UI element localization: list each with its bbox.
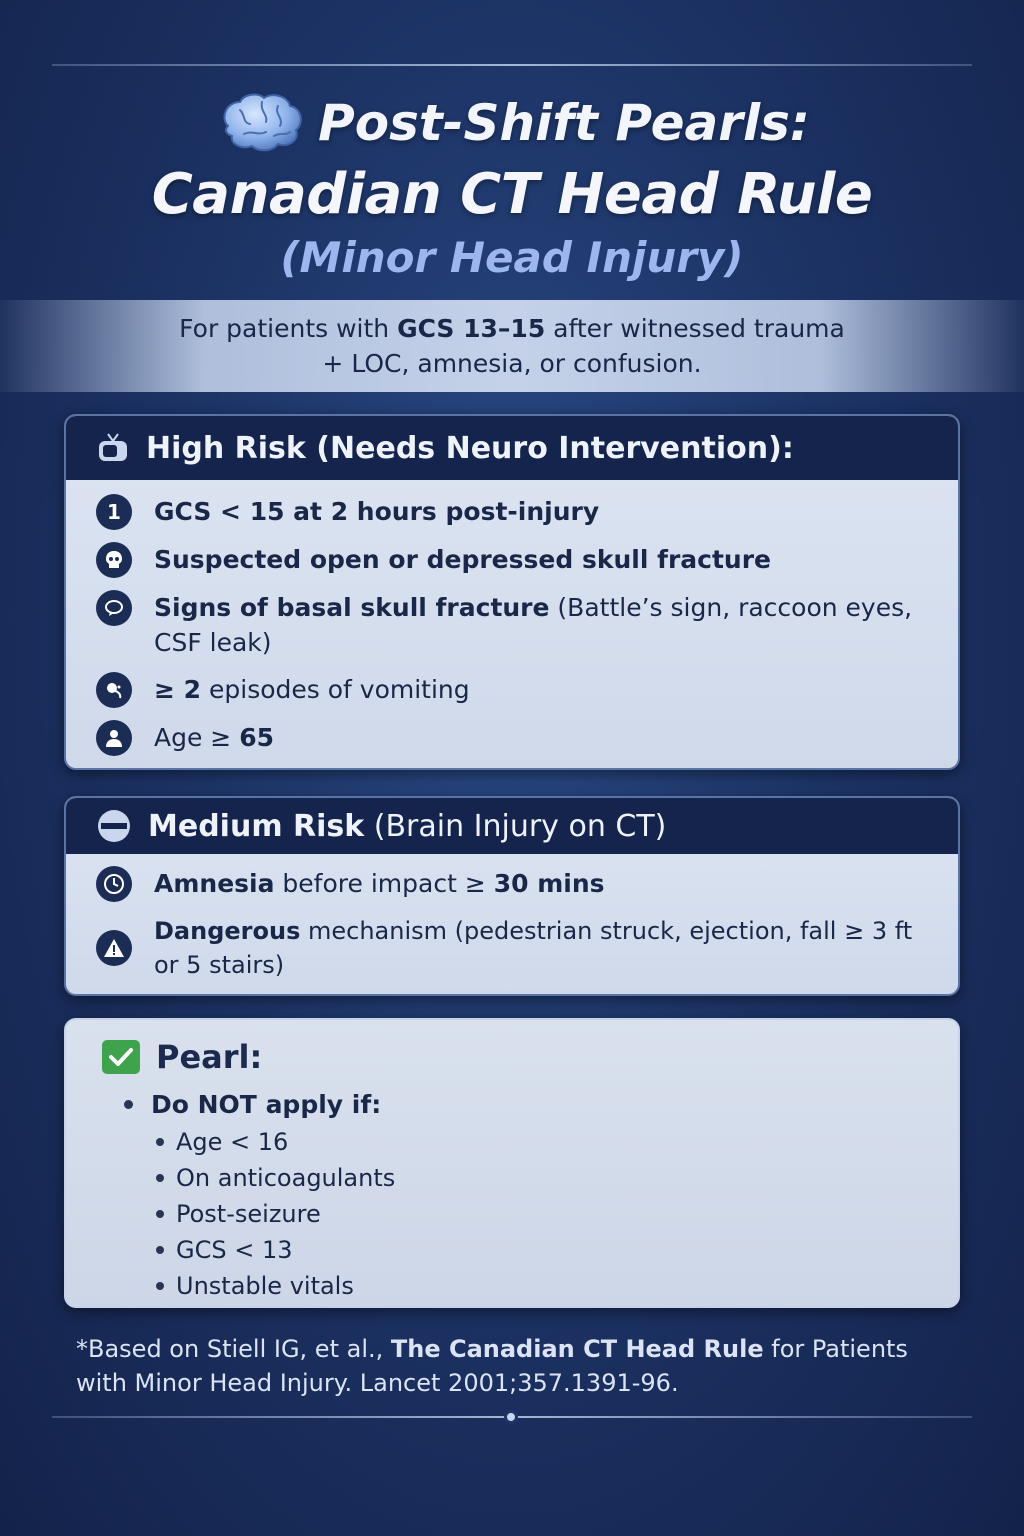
item-detail: Age ≥ [154, 723, 240, 752]
brain-icon [214, 88, 306, 158]
intro-band [0, 300, 1024, 392]
item-text: Dangerous [154, 917, 301, 945]
intro-gcs: GCS 13–15 [397, 314, 546, 343]
warning-icon [96, 930, 132, 966]
divider-dot [504, 1410, 518, 1424]
exclusion-text: Unstable vitals [176, 1272, 354, 1300]
item-text: ≥ 2 [154, 675, 202, 704]
medium-risk-heading-bold: Medium Risk [148, 808, 365, 844]
page-title-line2: Canadian CT Head Rule [151, 162, 873, 227]
tv-icon [96, 431, 130, 465]
page-subtitle: (Minor Head Injury) [280, 233, 744, 282]
list-item [156, 1160, 922, 1196]
number-one-icon: 1 [96, 494, 132, 530]
page-title-line1 [0, 88, 1024, 158]
item-value: 65 [239, 723, 274, 752]
person-icon [96, 720, 132, 756]
list-item [156, 1268, 922, 1304]
intro-line1 [0, 311, 1024, 346]
item-text: Suspected open or depressed skull fracture [154, 545, 772, 574]
title-block [0, 88, 1024, 282]
list-item [96, 672, 928, 708]
top-divider [52, 64, 972, 66]
citation-footnote [76, 1332, 948, 1400]
pearl-exclusion-list [156, 1124, 922, 1304]
list-item [96, 720, 928, 756]
medium-risk-card [64, 796, 960, 996]
item-text-wrap [154, 672, 470, 707]
list-item [96, 866, 928, 902]
pearl-card [64, 1018, 960, 1308]
vomiting-icon [96, 672, 132, 708]
high-risk-heading: High Risk (Needs Neuro Intervention): [146, 430, 794, 466]
title-text-line1: Post-Shift Pearls: [318, 94, 810, 152]
list-item [96, 542, 928, 578]
item-detail: before impact ≥ [274, 869, 494, 898]
list-item [156, 1196, 922, 1232]
bullet-dot [156, 1246, 164, 1254]
high-risk-card [64, 414, 960, 770]
footnote-text-end: for Patients with Minor Head Injury. Lancet 2001;357.1391-96. [76, 1335, 908, 1397]
speech-bubble-icon [96, 590, 132, 626]
list-item [156, 1232, 922, 1268]
footnote-title: The Canadian CT Head Rule [390, 1335, 764, 1363]
bullet-dot [124, 1100, 133, 1109]
exclusion-text: GCS < 13 [176, 1236, 293, 1264]
bullet-dot [156, 1174, 164, 1182]
list-item [156, 1124, 922, 1160]
pearl-heading: Pearl: [156, 1038, 263, 1076]
medium-risk-list [66, 854, 958, 996]
bullet-dot [156, 1138, 164, 1146]
item-text-wrap [154, 590, 928, 660]
exclusion-text: On anticoagulants [176, 1164, 396, 1192]
exclusion-text: Post-seizure [176, 1200, 321, 1228]
medium-risk-heading-rest: (Brain Injury on CT) [364, 808, 667, 844]
high-risk-header [66, 416, 958, 480]
medium-risk-heading [148, 809, 666, 844]
item-text-wrap [154, 914, 928, 982]
list-item [96, 914, 928, 982]
item-text-wrap [154, 720, 274, 755]
high-risk-list [66, 480, 958, 770]
item-detail: (Battle’s sign, raccoon eyes, CSF leak) [154, 593, 913, 657]
intro-line2: + LOC, amnesia, or confusion. [322, 349, 702, 378]
list-item [96, 590, 928, 660]
skull-icon [96, 542, 132, 578]
intro-text-end: after witnessed trauma [545, 314, 845, 343]
item-value: 30 mins [493, 869, 605, 898]
check-icon [102, 1040, 140, 1074]
footnote-text: *Based on Stiell IG, et al., [76, 1335, 391, 1363]
bullet-dot [156, 1282, 164, 1290]
medium-risk-header [66, 798, 958, 854]
intro-text: For patients with [179, 314, 398, 343]
item-text: Amnesia [154, 869, 275, 898]
item-text-wrap [154, 866, 605, 901]
list-item [96, 494, 928, 530]
item-text: GCS < 15 at 2 hours post-injury [154, 497, 600, 526]
item-text: Signs of basal skull fracture [154, 593, 550, 622]
pearl-header [102, 1030, 922, 1084]
minus-circle-icon [96, 808, 132, 844]
pearl-subheading-text: Do NOT apply if: [151, 1089, 382, 1119]
bullet-dot [156, 1210, 164, 1218]
pearl-subheading [124, 1084, 922, 1124]
item-detail: episodes of vomiting [201, 675, 470, 704]
item-detail: mechanism (pedestrian struck, ejection, fall ≥ 3 ft or 5 stairs) [154, 917, 913, 979]
clock-icon [96, 866, 132, 902]
exclusion-text: Age < 16 [176, 1128, 289, 1156]
